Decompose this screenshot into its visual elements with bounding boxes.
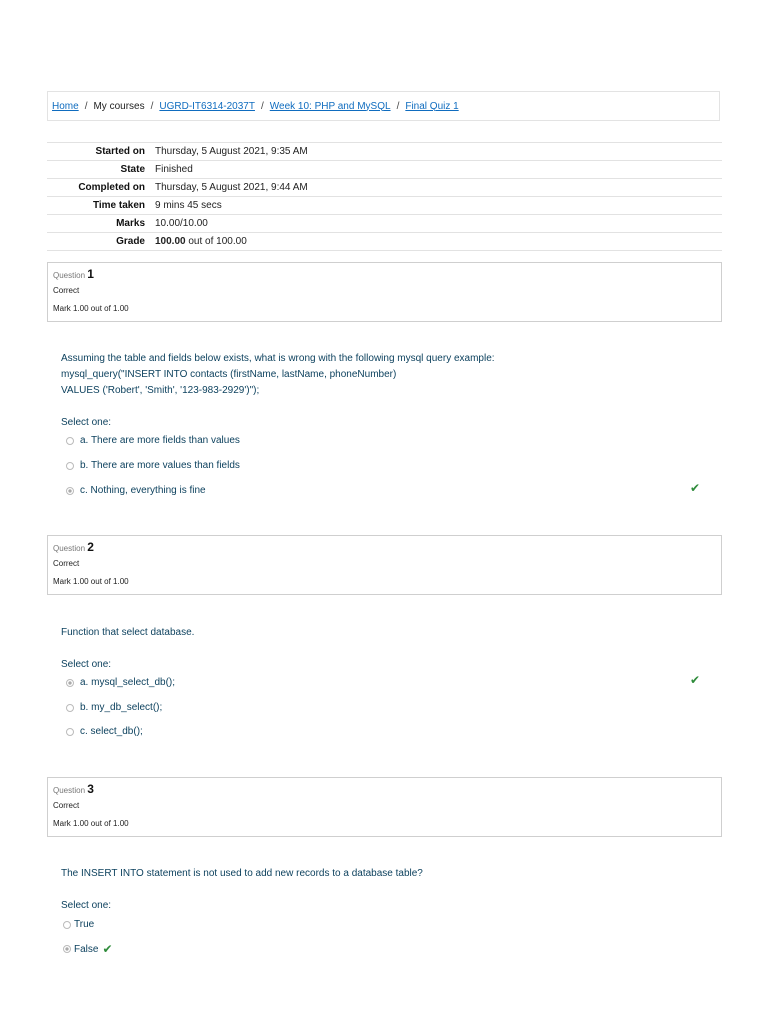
question-3-info (47, 777, 722, 837)
breadcrumb (47, 91, 720, 121)
breadcrumb-home-link[interactable]: Home (52, 100, 79, 112)
q3-option-true[interactable] (63, 919, 94, 930)
question-2-info (47, 535, 722, 595)
breadcrumb-separator: / (396, 100, 400, 112)
summary-label: Started on (95, 146, 145, 157)
summary-value (150, 233, 722, 251)
question-mark: Mark 1.00 out of 1.00 (53, 577, 129, 586)
option-label: a. mysql_select_db(); (80, 677, 176, 688)
question-text-line: VALUES ('Robert', 'Smith', '123-983-2929')"); (61, 385, 260, 396)
question-state: Correct (53, 286, 80, 295)
summary-label: Marks (116, 218, 145, 229)
radio-button[interactable] (66, 728, 74, 736)
radio-button-selected[interactable] (63, 945, 71, 953)
option-label: a. There are more fields than values (80, 435, 240, 446)
summary-value: Thursday, 5 August 2021, 9:35 AM (155, 146, 308, 157)
radio-button-selected[interactable] (66, 679, 74, 687)
question-3-text (61, 866, 423, 882)
radio-button[interactable] (63, 921, 71, 929)
radio-button-selected[interactable] (66, 487, 74, 495)
breadcrumb-quiz-link[interactable]: Final Quiz 1 (405, 100, 459, 112)
question-number: Question 3 (53, 782, 94, 796)
breadcrumb-course-link[interactable]: UGRD-IT6314-2037T (159, 100, 255, 112)
grade-out-of: out of 100.00 (185, 236, 247, 247)
radio-button[interactable] (66, 704, 74, 712)
question-2-text (61, 625, 194, 641)
summary-label: State (120, 164, 145, 175)
breadcrumb-separator: / (150, 100, 154, 112)
attempt-summary-table (47, 142, 722, 251)
summary-row-started (47, 143, 722, 161)
summary-row-completed (47, 179, 722, 197)
summary-value: 9 mins 45 secs (155, 200, 222, 211)
summary-row-grade (47, 233, 722, 251)
question-1-info (47, 262, 722, 322)
breadcrumb-separator: / (260, 100, 264, 112)
summary-label: Completed on (78, 182, 145, 193)
summary-label: Grade (116, 236, 145, 247)
option-label: b. There are more values than fields (80, 460, 240, 471)
question-number: Question 1 (53, 267, 94, 281)
q1-option-c[interactable] (66, 485, 206, 496)
summary-row-time-taken (47, 197, 722, 215)
q2-option-c[interactable] (66, 726, 143, 737)
summary-label: Time taken (92, 200, 145, 211)
q3-option-false[interactable] (63, 942, 113, 956)
correct-check-icon: ✔ (690, 481, 701, 495)
summary-value: Finished (155, 164, 193, 175)
option-label: False (74, 943, 99, 955)
select-one-label: Select one: (61, 900, 112, 911)
q2-option-b[interactable] (66, 702, 162, 713)
summary-row-marks (47, 215, 722, 233)
question-state: Correct (53, 559, 80, 568)
breadcrumb-separator: / (84, 100, 88, 112)
correct-check-icon: ✔ (690, 673, 701, 687)
summary-value: 10.00/10.00 (155, 218, 208, 229)
correct-check-icon: ✔ (102, 942, 113, 956)
select-one-label: Select one: (61, 659, 112, 670)
option-label: True (74, 919, 95, 930)
summary-value: Thursday, 5 August 2021, 9:44 AM (155, 182, 308, 193)
option-label: b. my_db_select(); (80, 702, 163, 713)
breadcrumb-week-link[interactable]: Week 10: PHP and MySQL (269, 100, 391, 112)
question-text-line: The INSERT INTO statement is not used to add new records to a database table? (61, 868, 423, 879)
question-mark: Mark 1.00 out of 1.00 (53, 819, 129, 828)
grade-score: 100.00 (155, 236, 186, 247)
select-one-label: Select one: (61, 417, 112, 428)
q2-option-a[interactable] (66, 677, 175, 688)
breadcrumb-my-courses: My courses (93, 100, 145, 112)
q1-option-b[interactable] (66, 460, 240, 471)
option-label: c. select_db(); (80, 726, 143, 737)
question-text-line: Function that select database. (61, 627, 195, 638)
question-state: Correct (53, 801, 80, 810)
question-number: Question 2 (53, 540, 94, 554)
question-mark: Mark 1.00 out of 1.00 (53, 304, 129, 313)
question-text-line: Assuming the table and fields below exists, what is wrong with the following mysql query example: (61, 353, 495, 364)
option-label: c. Nothing, everything is fine (80, 485, 206, 496)
q1-option-a[interactable] (66, 435, 240, 446)
radio-button[interactable] (66, 462, 74, 470)
question-text-line: mysql_query("INSERT INTO contacts (firstName, lastName, phoneNumber) (61, 369, 397, 380)
radio-button[interactable] (66, 437, 74, 445)
summary-row-state (47, 161, 722, 179)
question-1-text (61, 351, 495, 399)
